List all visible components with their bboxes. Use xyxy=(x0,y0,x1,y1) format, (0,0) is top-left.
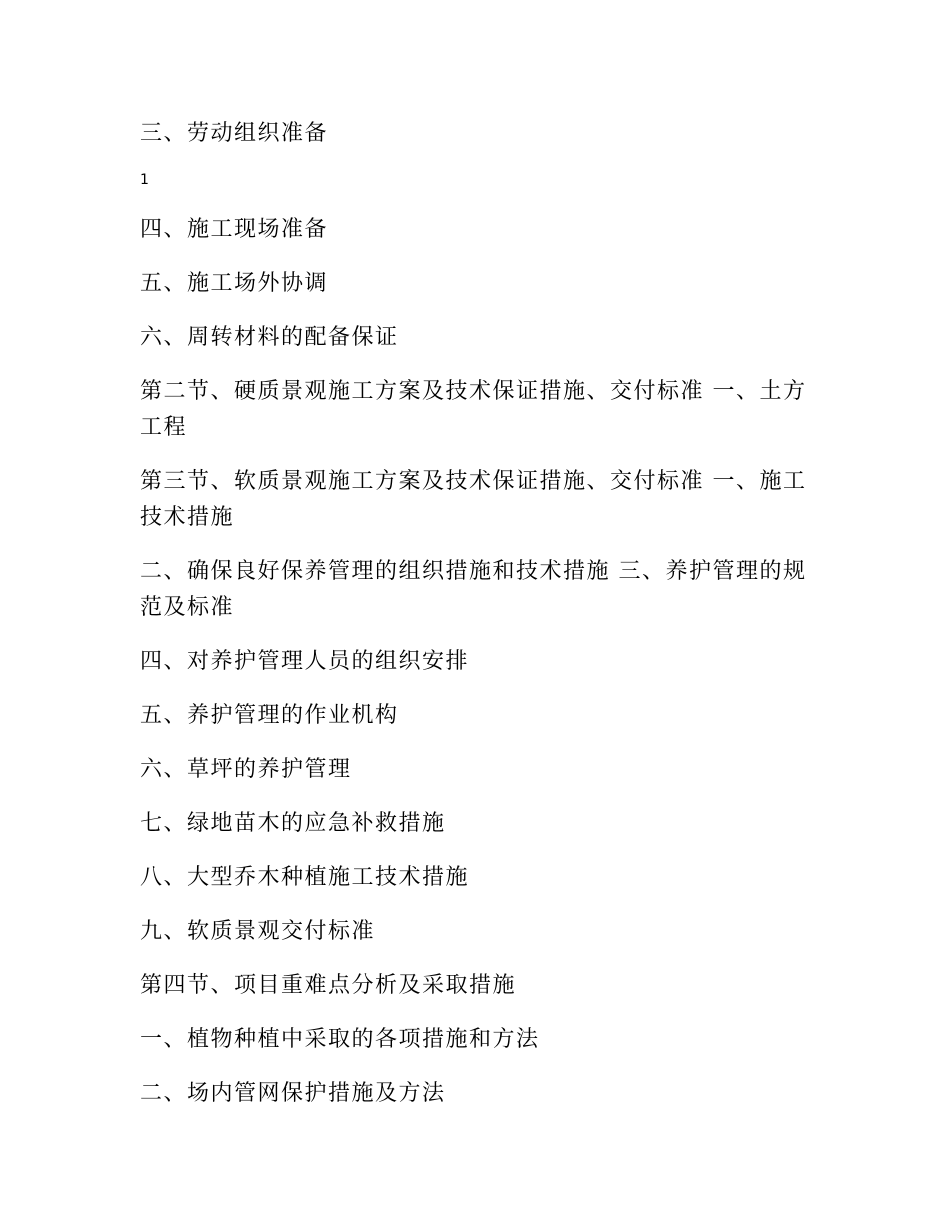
toc-item: 第四节、项目重难点分析及采取措施 xyxy=(140,973,517,998)
toc-item: 七、绿地苗木的应急补救措施 xyxy=(140,811,446,836)
toc-item: 三、劳动组织准备 xyxy=(140,121,329,146)
toc-item: 第三节、软质景观施工方案及技术保证措施、交付标准 一、施工技术措施 xyxy=(140,469,807,530)
toc-item: 六、周转材料的配备保证 xyxy=(140,325,399,350)
toc-list xyxy=(140,116,812,1130)
page-number: 1 xyxy=(140,172,149,188)
toc-item: 九、软质景观交付标准 xyxy=(140,919,376,944)
toc-item: 四、对养护管理人员的组织安排 xyxy=(140,649,470,674)
toc-item: 六、草坪的养护管理 xyxy=(140,757,352,782)
toc-item: 八、大型乔木种植施工技术措施 xyxy=(140,865,470,890)
toc-item: 一、植物种植中采取的各项措施和方法 xyxy=(140,1027,540,1052)
toc-item: 五、施工场外协调 xyxy=(140,271,329,296)
toc-item: 二、确保良好保养管理的组织措施和技术措施 三、养护管理的规范及标准 xyxy=(140,559,807,620)
toc-item: 四、施工现场准备 xyxy=(140,217,329,242)
toc-item: 五、养护管理的作业机构 xyxy=(140,703,399,728)
toc-item: 二、场内管网保护措施及方法 xyxy=(140,1081,446,1106)
toc-item: 第二节、硬质景观施工方案及技术保证措施、交付标准 一、土方工程 xyxy=(140,379,807,440)
